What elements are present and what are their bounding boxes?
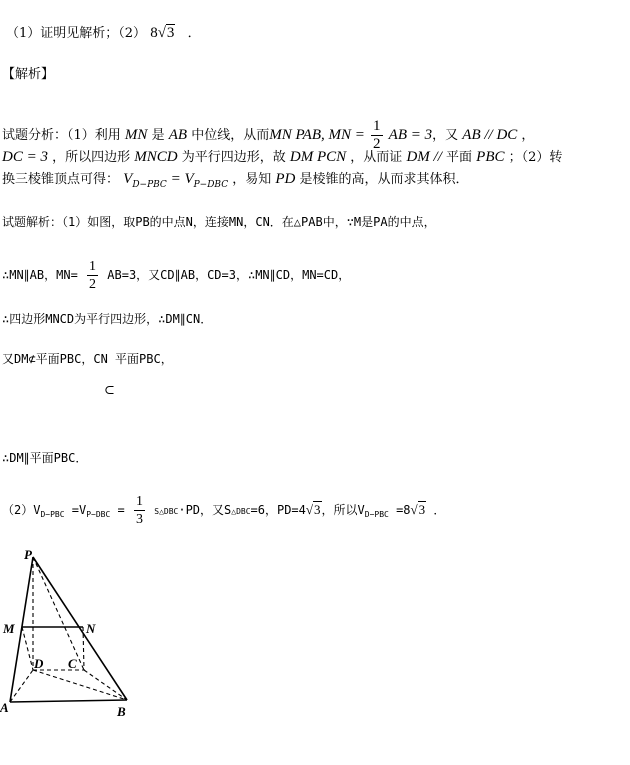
solution-line-5: ∴DM∥平面PBC． <box>2 451 88 465</box>
label-b: B <box>117 704 126 719</box>
label-c: C <box>68 656 77 671</box>
label-m: M <box>3 621 15 636</box>
solution-line-2: ∴MN∥AB，MN= $\frac{1}{2}$ AB=3，又CD∥AB，CD=3，∴MN∥CD，MN=CD， <box>2 259 351 292</box>
edge-db <box>33 670 127 700</box>
edge-cb <box>84 670 127 700</box>
subset-symbol: ⊂ <box>104 383 115 398</box>
answer-prefix: （1）证明见解析；（2） <box>6 26 147 41</box>
solution-line-4: 又DM⊄平面PBC，CN 平面PBC， <box>2 352 173 366</box>
analysis-line-1: 试题分析：（1）利用 MN 是 AB 中位线，从而MN PAB, MN = $\frac{1}{2}$ AB = 3，又 AB // DC ， <box>2 118 535 152</box>
label-n: N <box>86 621 96 636</box>
edge-ad <box>10 670 33 702</box>
label-p: P <box>24 547 32 562</box>
section-title: 【解析】 <box>2 67 55 82</box>
pyramid-figure <box>0 545 150 735</box>
answer-end: ． <box>187 26 201 41</box>
answer-value: 8√3 <box>150 25 175 41</box>
edge-ab <box>10 700 127 702</box>
solution-line-3: ∴四边形MNCD为平行四边形，∴DM∥CN． <box>2 312 213 326</box>
label-a: A <box>0 700 9 715</box>
analysis-fraction: $\frac{1}{2}$ <box>373 118 381 152</box>
label-d: D <box>34 656 44 671</box>
solution-line-1: 试题解析：（1）如图，取PB的中点N，连接MN，CN．在△PAB中，∵M是PA的中点， <box>2 215 436 229</box>
solution-line-6: $(2)V_{D-PBC} =V_{P-DBC}$ = $\frac{1}{3}$ S△DBC·PD，又S△DBC=6，PD=4√3，所以$V_{D-PBC} =8√3$ ． <box>2 494 446 527</box>
analysis-line-2: DC = 3 ，所以四边形 MNCD 为平行四边形，故 DM PCN ，从而证 DM // 平面 PBC ；（2）转 <box>2 149 563 165</box>
segment-dm <box>22 627 33 670</box>
analysis-line-3: 换三棱锥顶点可得： $V_{D-PBC} = V_{P-DBC}$ ，易知 PD 是棱锥的高，从而求其体积． <box>2 171 469 190</box>
edge-pb <box>33 557 127 700</box>
edge-pc <box>33 557 84 670</box>
answer-line <box>6 24 201 43</box>
